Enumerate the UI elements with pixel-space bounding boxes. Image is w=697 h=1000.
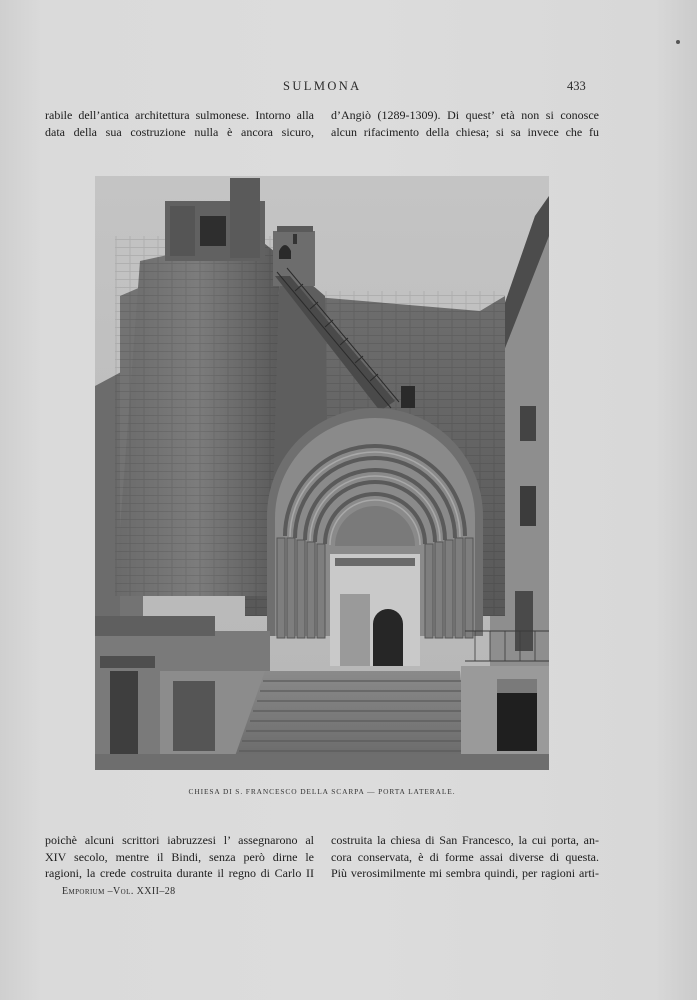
running-head: SULMONA bbox=[283, 79, 362, 93]
text-column-bottom-right bbox=[331, 832, 599, 882]
figure-caption: CHIESA DI S. FRANCESCO DELLA SCARPA — PORTA LATERALE. bbox=[188, 787, 456, 796]
text-line: d’Angiò (1289-1309). Di quest’ età non si conosce bbox=[331, 108, 599, 122]
text-line: Più verosimilmente mi sembra quindi, per ragioni arti- bbox=[331, 866, 599, 880]
text-column-bottom-left bbox=[45, 832, 314, 882]
page-number: 433 bbox=[567, 79, 586, 93]
text-line: data della sua costruzione nulla è ancora sicuro, bbox=[45, 124, 314, 139]
paper-speck bbox=[676, 40, 680, 44]
text-line: alcun rifacimento della chiesa; si sa invece che fu bbox=[331, 124, 599, 139]
text-line: poichè alcuni scrittori iabruzzesi l’ assegnarono al bbox=[45, 833, 314, 847]
text-line: rabile dell’antica architettura sulmonese. Intorno alla bbox=[45, 108, 314, 122]
text-column-top-right bbox=[331, 107, 599, 140]
printer-signature: Emporium –Vol. XXII–28 bbox=[62, 886, 176, 897]
text-line: ragioni, la crede costruita durante il regno di Carlo II bbox=[45, 866, 314, 880]
text-line: XIV secolo, mentre il Bindi, senza però dirne le bbox=[45, 849, 314, 864]
text-line: cora conservata, è di forme assai diverse di questa. bbox=[331, 849, 599, 864]
text-line: costruita la chiesa di San Francesco, la cui porta, an- bbox=[331, 833, 599, 847]
text-column-top-left bbox=[45, 107, 314, 140]
church-portal-photograph bbox=[95, 176, 549, 770]
